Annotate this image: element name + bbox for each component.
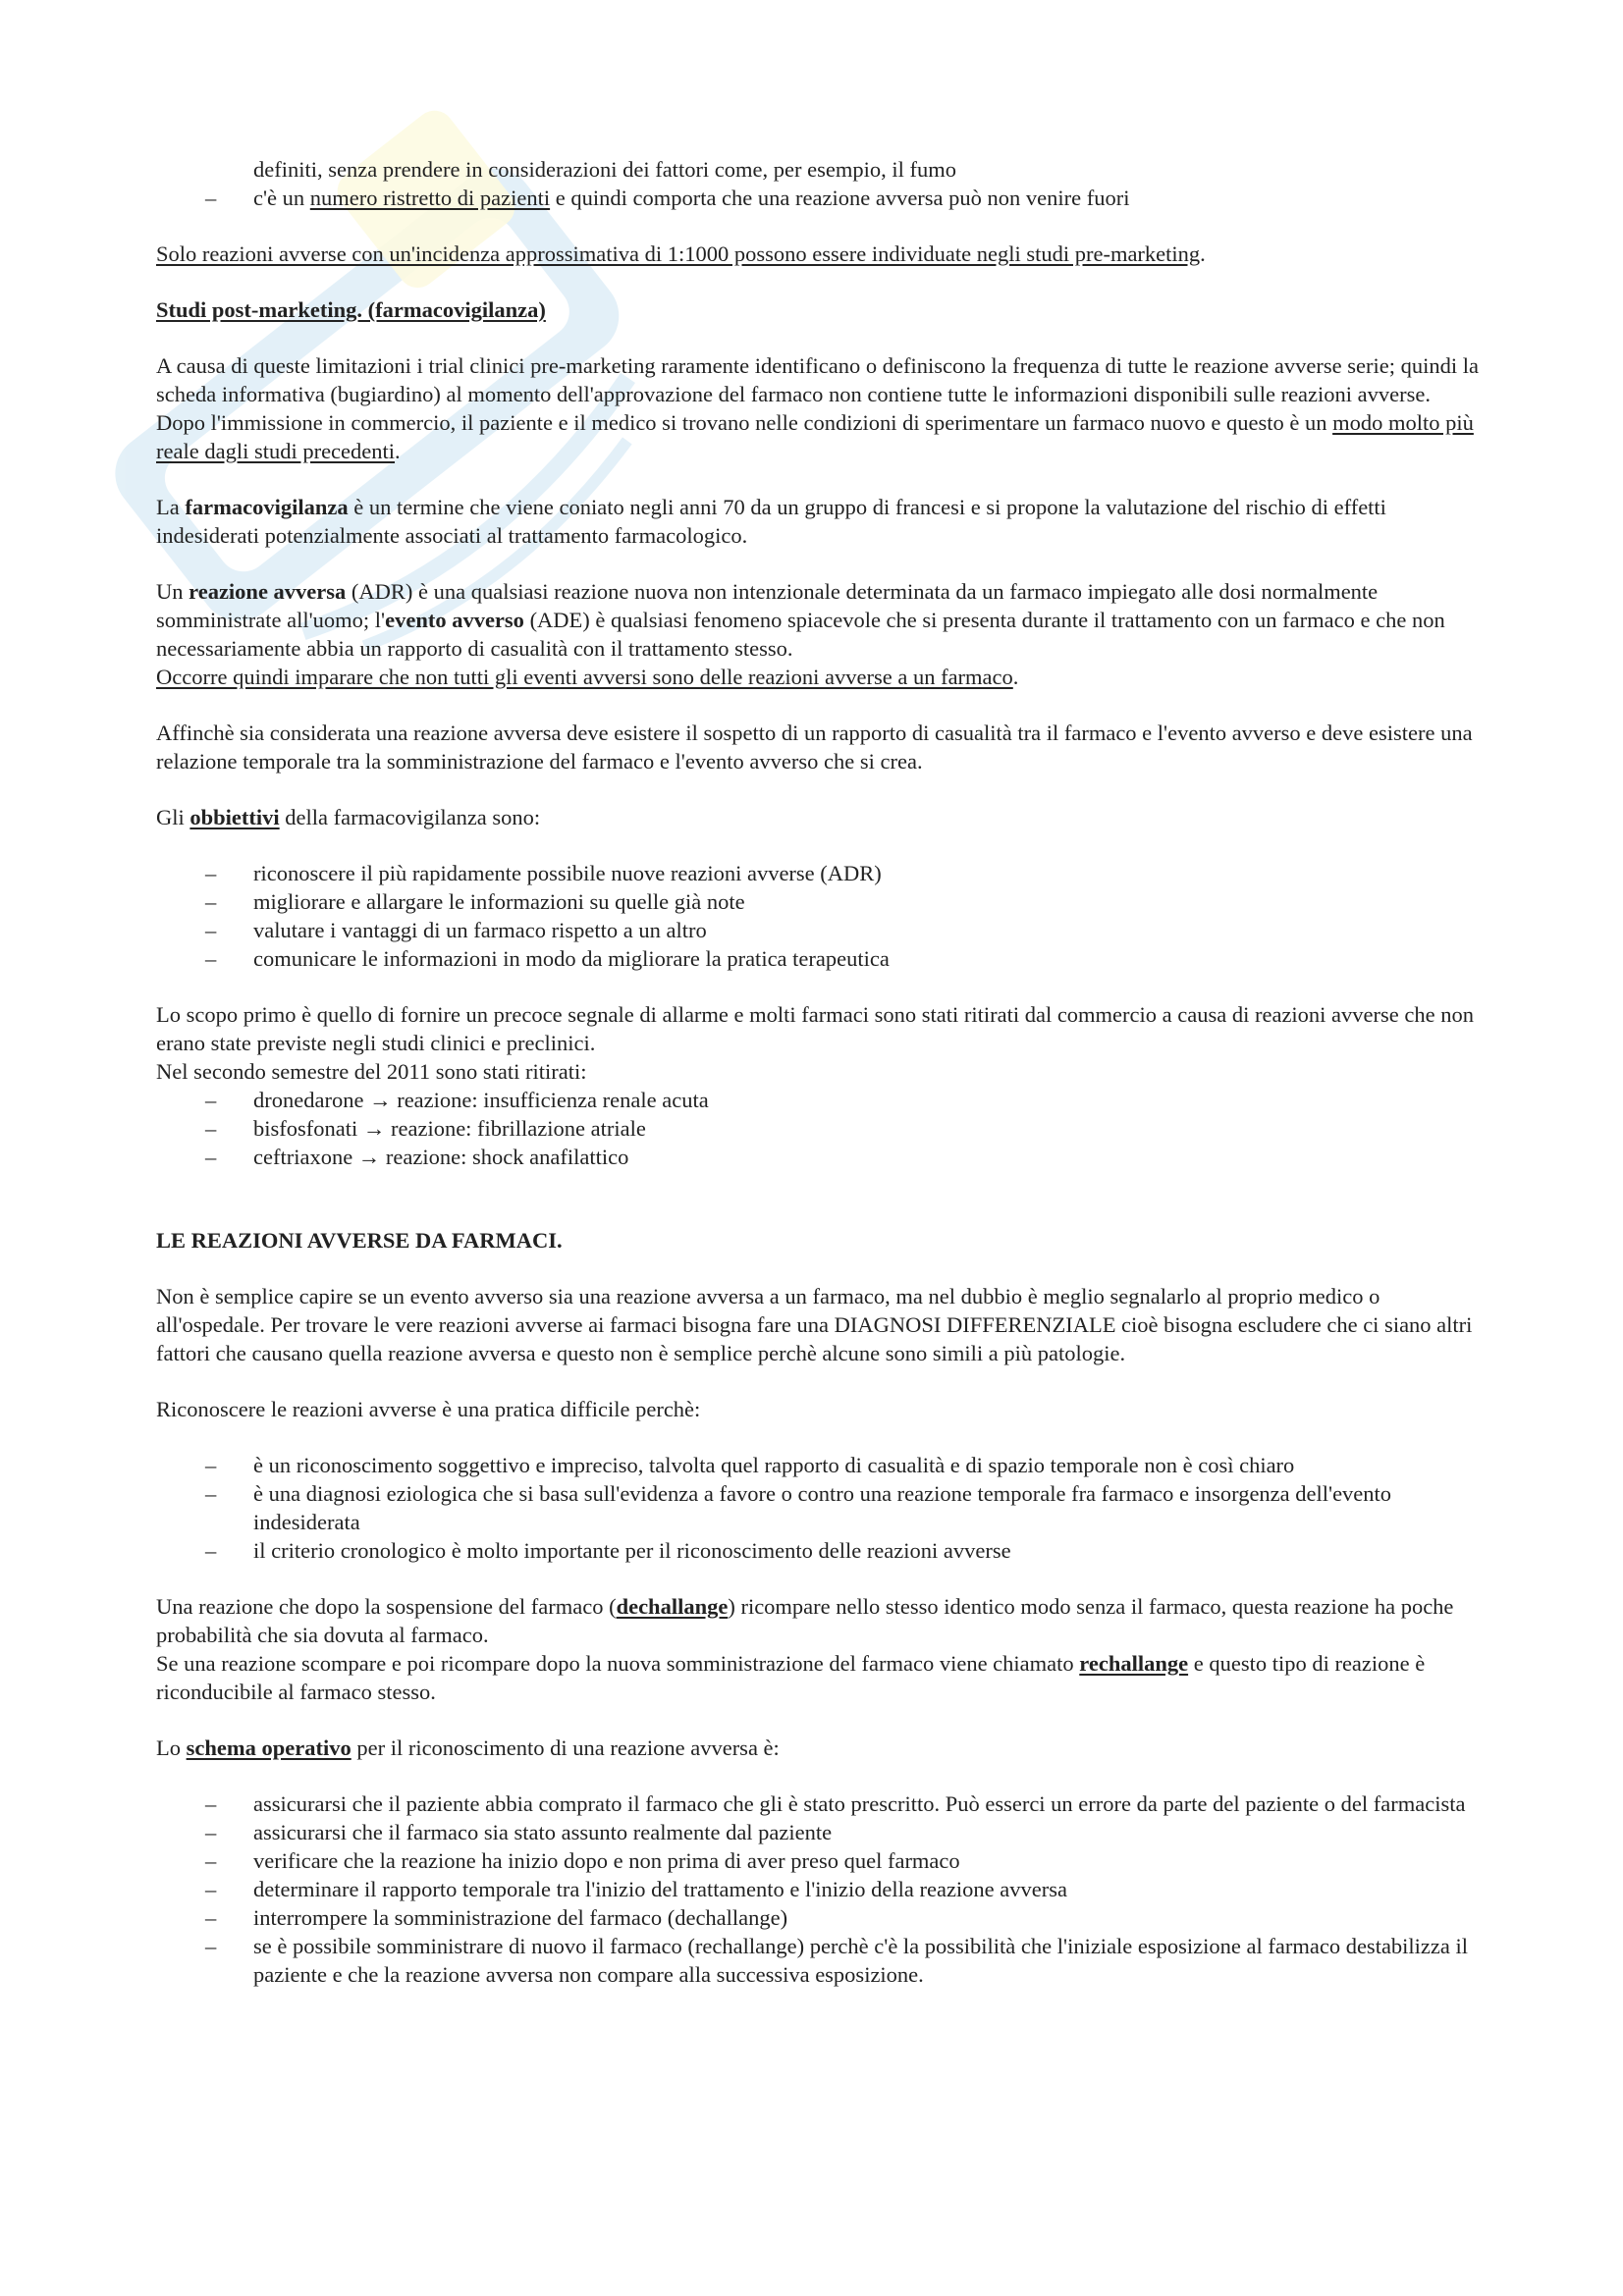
dash-bullet: – [205,1145,217,1169]
paragraph-riconoscere: Riconoscere le reazioni avverse è una pratica difficile perchè: [156,1397,701,1421]
dash-bullet: – [205,1538,217,1563]
paragraph-dopo: Dopo l'immissione in commercio, il paziente e il medico si trovano nelle condizioni di sperimentare un farmaco nuovo e questo è un modo molto più reale dagli studi precedenti. [156,410,1474,463]
paragraph-affinche: Affinchè sia considerata una reazione avversa deve esistere il sospetto di un rapporto di casualità tra il farmaco e l'evento avverso e deve esistere una relazione temporale tra la somministrazione del farmaco e l'evento avverso che si crea. [156,721,1473,774]
list-item: – riconoscere il più rapidamente possibile nuove reazioni avverse (ADR) [205,861,882,885]
schema-list [156,1789,1482,1989]
list-item: – è una diagnosi eziologica che si basa sull'evidenza a favore o contro una reazione temporale fra farmaco e insorgenza dell'evento indesiderata [205,1481,1392,1534]
list-item: – valutare i vantaggi di un farmaco rispetto a un altro [205,918,707,942]
paragraph-adr: Un reazione avversa (ADR) è una qualsiasi reazione nuova non intenzionale determinata da un farmaco impiegato alle dosi normalmente somministrate all'uomo; l'evento avverso (ADE) è qualsiasi fenomeno spiacevole che si presenta durante il trattamento con un farmaco e che non necessariamente abbia un rapporto di casualità con il trattamento stesso. [156,579,1445,661]
list-item: – bisfosfonati → reazione: fibrillazione atriale [205,1116,646,1141]
list-item: – ceftriaxone → reazione: shock anafilattico [205,1145,629,1169]
paragraph-rechallange: Se una reazione scompare e poi ricompare dopo la nuova somministrazione del farmaco viene chiamato rechallange e questo tipo di reazione è riconducibile al farmaco stesso. [156,1651,1426,1704]
list-item: – comunicare le informazioni in modo da migliorare la pratica terapeutica [205,946,890,971]
paragraph-farmacovigilanza: La farmacovigilanza è un termine che viene coniato negli anni 70 da un gruppo di francesi e si propone la valutazione del rischio di effetti indesiderati potenzialmente associati al trattamento farmacologico. [156,495,1386,548]
list-item: – assicurarsi che il farmaco sia stato assunto realmente dal paziente [205,1820,833,1844]
list-item: – determinare il rapporto temporale tra l'inizio del trattamento e l'inizio della reazione avversa [205,1877,1067,1901]
dash-bullet: – [205,1791,217,1816]
list-item: – è un riconoscimento soggettivo e impreciso, talvolta quel rapporto di casualità e di spazio temporale non è così chiaro [205,1453,1295,1477]
intro-list [156,155,1482,212]
dash-bullet: – [205,186,217,210]
ritirati-list [156,1086,1482,1171]
list-item: – interrompere la somministrazione del farmaco (dechallange) [205,1905,788,1930]
paragraph-semplice: Non è semplice capire se un evento avverso sia una reazione avversa a un farmaco, ma nel dubbio è meglio segnalarlo al proprio medico o all'ospedale. Per trovare le vere reazioni avverse ai farmaci bisogna fare una DIAGNOSI DIFFERENZIALE cioè bisogna escludere che ci siano altri fattori che causano quella reazione avversa e questo non è semplice perchè alcune sono simili a più patologie. [156,1284,1473,1365]
list-item: – il criterio cronologico è molto importante per il riconoscimento delle reazioni avverse [205,1538,1011,1563]
list-item: – dronedarone → reazione: insufficienza renale acuta [205,1088,709,1112]
paragraph-causa: A causa di queste limitazioni i trial clinici pre-marketing raramente identificano o definiscono la frequenza di tutte le reazione avverse serie; quindi la scheda informativa (bugiardino) al momento dell'approvazione del farmaco non contiene tutte le informazioni disponibili sulle reazioni avverse. [156,353,1479,406]
dash-bullet: – [205,1848,217,1873]
list-item: – assicurarsi che il paziente abbia comprato il farmaco che gli è stato prescritto. Può esserci un errore da parte del paziente o del farmacista [205,1791,1466,1816]
difficile-list [156,1451,1482,1565]
dash-bullet: – [205,918,217,942]
dash-bullet: – [205,889,217,914]
dash-bullet: – [205,1088,217,1112]
obiettivi-list [156,859,1482,973]
heading-reazioni-avverse: LE REAZIONI AVVERSE DA FARMACI. [156,1228,563,1253]
dash-bullet: – [205,946,217,971]
dash-bullet: – [205,861,217,885]
paragraph-schema: Lo schema operativo per il riconoscimento di una reazione avversa è: [156,1735,780,1760]
list-item: definiti, senza prendere in considerazioni dei fattori come, per esempio, il fumo [253,157,956,182]
list-item: – c'è un numero ristretto di pazienti e quindi comporta che una reazione avversa può non venire fuori [205,186,1130,210]
dash-bullet: – [205,1116,217,1141]
heading-post-marketing: Studi post-marketing. (farmacovigilanza) [156,297,546,322]
paragraph-dechallange: Una reazione che dopo la sospensione del farmaco (dechallange) ricompare nello stesso identico modo senza il farmaco, questa reazione ha poche probabilità che sia dovuta al farmaco. [156,1594,1454,1647]
list-item: – se è possibile somministrare di nuovo il farmaco (rechallange) perchè c'è la possibilità che l'iniziale esposizione al farmaco destabilizza il paziente e che la reazione avversa non compare alla successiva esposizione. [205,1934,1469,1987]
paragraph-semestre: Nel secondo semestre del 2011 sono stati ritirati: [156,1059,587,1084]
dash-bullet: – [205,1453,217,1477]
dash-bullet: – [205,1905,217,1930]
list-item: – verificare che la reazione ha inizio dopo e non prima di aver preso quel farmaco [205,1848,960,1873]
paragraph-obiettivi: Gli obbiettivi della farmacovigilanza sono: [156,805,541,829]
list-item: – migliorare e allargare le informazioni su quelle già note [205,889,745,914]
paragraph-occorre: Occorre quindi imparare che non tutti gli eventi avversi sono delle reazioni avverse a un farmaco. [156,665,1019,689]
dash-bullet: – [205,1934,217,1958]
paragraph-scopo: Lo scopo primo è quello di fornire un precoce segnale di allarme e molti farmaci sono stati ritirati dal commercio a causa di reazioni avverse che non erano state previste negli studi clinici e preclinici. [156,1002,1474,1055]
paragraph-incidenza: Solo reazioni avverse con un'incidenza approssimativa di 1:1000 possono essere individuate negli studi pre-marketing. [156,241,1206,266]
dash-bullet: – [205,1877,217,1901]
dash-bullet: – [205,1820,217,1844]
dash-bullet: – [205,1481,217,1506]
document-body [156,155,1482,1989]
